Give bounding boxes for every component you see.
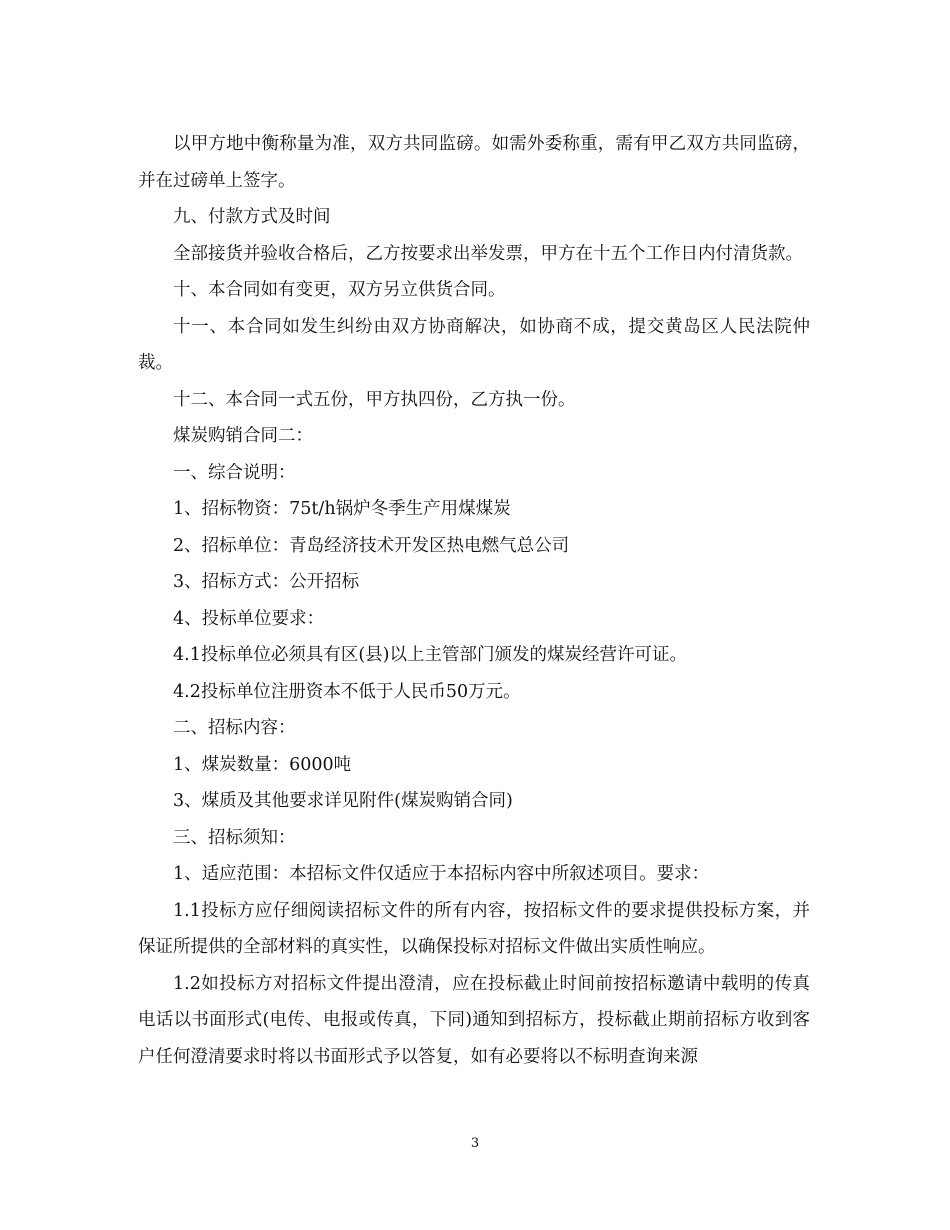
paragraph-bidder-requirements: 4、投标单位要求： <box>173 608 325 629</box>
paragraph-requirement-capital: 4.2投标单位注册资本不低于人民币50万元。 <box>173 681 521 702</box>
paragraph-dispute: 十一、本合同如发生纠纷由双方协商解决，如协商不成，提交黄岛区人民法院仲裁。 <box>138 316 810 373</box>
paragraph-scope: 1、适应范围：本招标文件仅适应于本招标内容中所叙述项目。要求： <box>173 864 710 884</box>
paragraph-clarification: 1.2如投标方对招标文件提出澄清，应在投标截止时间前按招标邀请中载明的传真电话以书面形式(电传、电报或传真，下同)通知到招标方，投标截止期前招标方收到客户任何澄清要求时将以书面形式予以答复，如有必要将以不标明查询来源 <box>138 973 810 1067</box>
paragraph-payment: 全部接货并验收合格后，乙方按要求出举发票，甲方在十五个工作日内付清货款。 <box>173 243 803 264</box>
paragraph-coal-quality: 3、煤质及其他要求详见附件(煤炭购销合同) <box>173 791 513 811</box>
paragraph-tender-goods: 1、招标物资：75t/h锅炉冬季生产用煤煤炭 <box>173 499 511 519</box>
page-number: 3 <box>470 1136 480 1151</box>
paragraph-contract-change: 十、本合同如有变更，双方另立供货合同。 <box>173 280 506 300</box>
heading-payment-method: 九、付款方式及时间 <box>173 207 331 227</box>
heading-tender-notice: 三、招标须知： <box>173 827 296 848</box>
heading-general-description: 一、综合说明： <box>173 462 296 483</box>
paragraph-copies: 十二、本合同一式五份，甲方执四份，乙方执一份。 <box>173 389 576 410</box>
paragraph-coal-quantity: 1、煤炭数量：6000吨 <box>173 754 352 775</box>
heading-tender-content: 二、招标内容： <box>173 718 296 738</box>
paragraph-tender-method: 3、招标方式：公开招标 <box>173 572 360 592</box>
paragraph-tender-unit: 2、招标单位：青岛经济技术开发区热电燃气总公司 <box>173 535 570 556</box>
document-body <box>138 126 810 1075</box>
paragraph-bidder-read: 1.1投标方应仔细阅读招标文件的所有内容，按招标文件的要求提供投标方案，并保证所提供的全部材料的真实性，以确保投标对招标文件做出实质性响应。 <box>138 900 810 957</box>
heading-contract-two: 煤炭购销合同二： <box>173 426 313 446</box>
paragraph-requirement-license: 4.1投标单位必须具有区(县)以上主管部门颁发的煤炭经营许可证。 <box>173 645 687 665</box>
paragraph-weighing: 以甲方地中衡称量为准，双方共同监磅。如需外委称重，需有甲乙双方共同监磅，并在过磅单上签字。 <box>138 134 810 191</box>
